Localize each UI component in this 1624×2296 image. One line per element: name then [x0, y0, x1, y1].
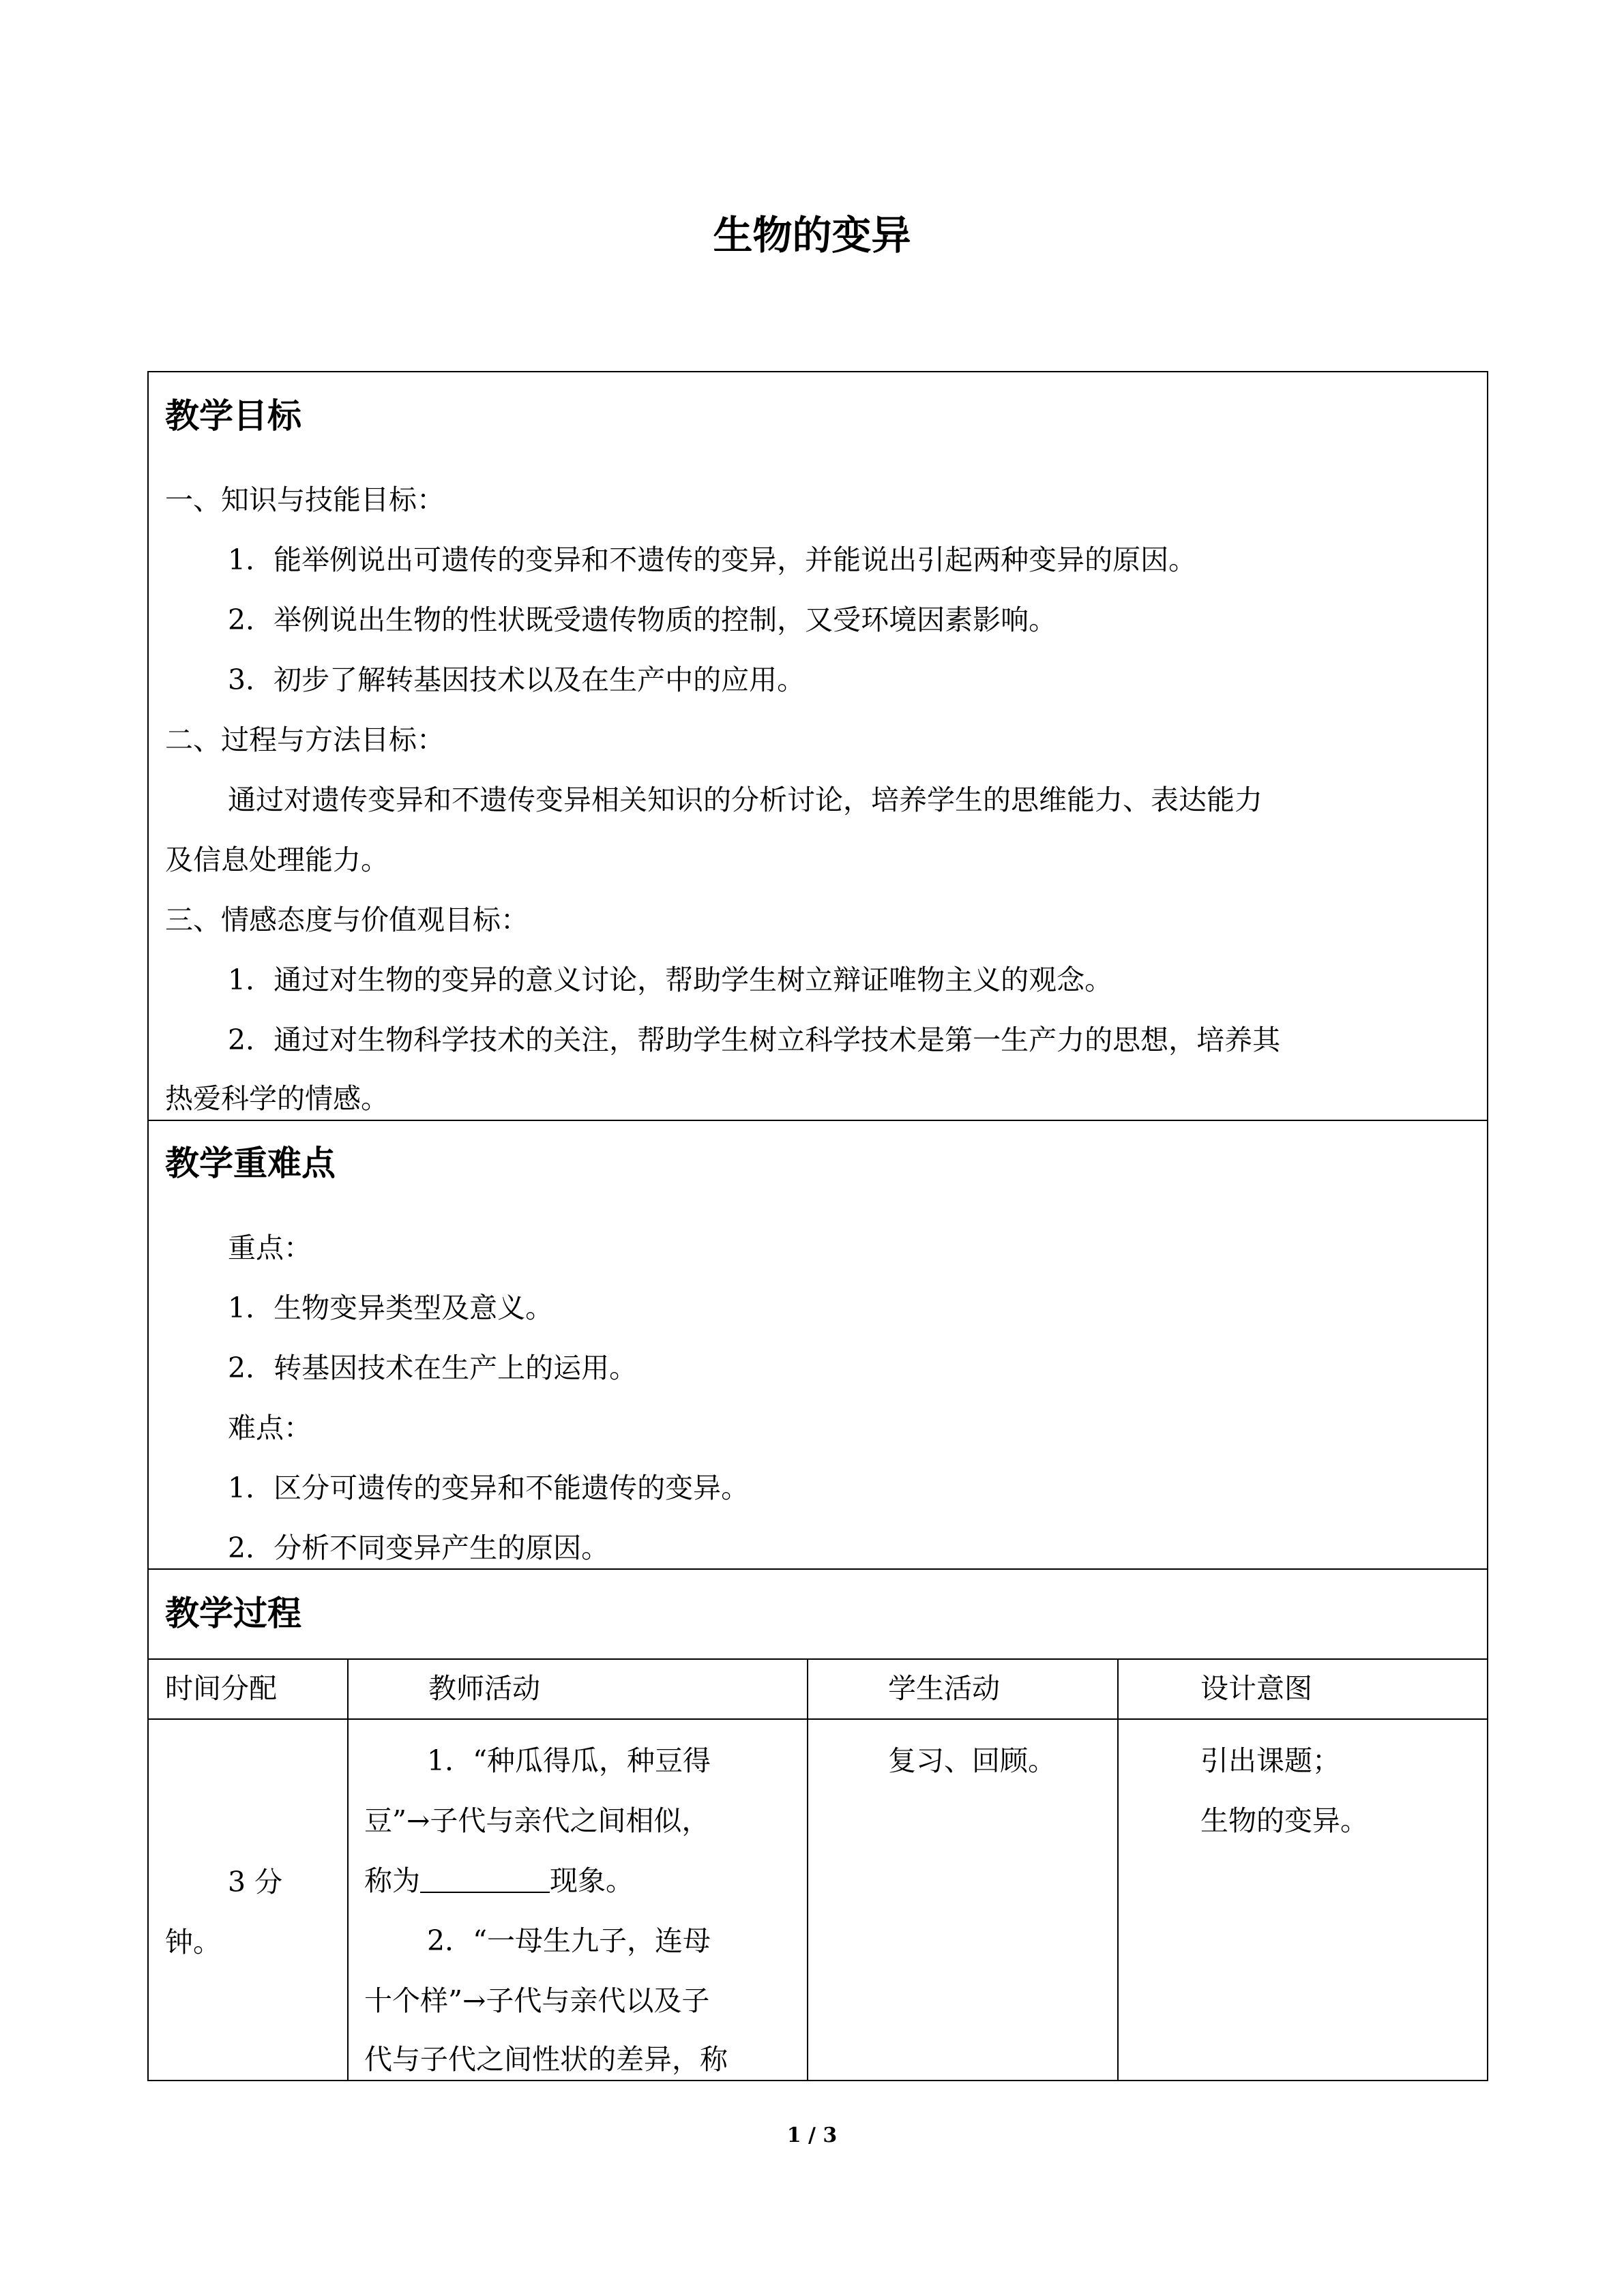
column-header-student: 学生活动 [888, 1672, 1000, 1705]
table-top-border [147, 371, 1488, 372]
objective-line: 3．初步了解转基因技术以及在生产中的应用。 [228, 664, 806, 696]
teacher-cell-line: 十个样”→子代与亲代以及子 [364, 1984, 710, 2017]
teacher-blank-suffix: 现象。 [550, 1864, 634, 1897]
keypoint-line: 1．生物变异类型及意义。 [228, 1292, 554, 1324]
objective-line: 1．能举例说出可遗传的变异和不遗传的变异，并能说出引起两种变异的原因。 [228, 543, 1197, 576]
student-cell-line: 复习、回顾。 [888, 1744, 1056, 1777]
column-header-time: 时间分配 [165, 1672, 277, 1705]
section-divider-process [147, 1568, 1488, 1570]
keypoint-line: 2．分析不同变异产生的原因。 [228, 1532, 610, 1564]
keypoint-line: 2．转基因技术在生产上的运用。 [228, 1352, 638, 1384]
objective-line: 及信息处理能力。 [165, 844, 389, 876]
fill-in-blank [420, 1866, 550, 1893]
process-heading: 教学过程 [165, 1594, 301, 1633]
column-divider-3 [1117, 1658, 1119, 2081]
teacher-cell-line: 代与子代之间性状的差异，称 [364, 2043, 728, 2076]
column-header-intent: 设计意图 [1200, 1672, 1312, 1705]
keypoint-line: 难点： [228, 1412, 312, 1444]
document-title: 生物的变异 [713, 212, 911, 258]
objective-line: 2．通过对生物科学技术的关注，帮助学生树立科学技术是第一生产力的思想，培养其 [228, 1024, 1281, 1056]
column-divider-1 [347, 1658, 349, 2081]
teacher-cell-line-blank [364, 1860, 634, 1901]
column-divider-2 [807, 1658, 808, 2081]
objective-line: 热爱科学的情感。 [165, 1082, 389, 1115]
intent-cell-line: 生物的变异。 [1200, 1804, 1368, 1837]
keypoints-heading: 教学重难点 [165, 1144, 336, 1183]
teacher-blank-prefix: 称为 [364, 1864, 420, 1897]
page-number: 1 / 3 [786, 2123, 838, 2147]
teacher-cell-line: 1．“种瓜得瓜，种豆得 [427, 1744, 711, 1777]
column-header-teacher: 教师活动 [428, 1672, 540, 1705]
objectives-heading: 教学目标 [165, 396, 301, 436]
keypoint-line: 1．区分可遗传的变异和不能遗传的变异。 [228, 1472, 750, 1504]
keypoint-line: 重点： [228, 1232, 312, 1264]
intent-cell-line: 引出课题； [1200, 1744, 1340, 1777]
teacher-cell-line: 2．“一母生九子，连母 [427, 1924, 711, 1957]
teacher-cell-line: 豆”→子代与亲代之间相似， [364, 1804, 710, 1837]
table-left-border [147, 371, 149, 2081]
objective-line: 2．举例说出生物的性状既受遗传物质的控制，又受环境因素影响。 [228, 603, 1057, 636]
table-right-border [1487, 371, 1488, 2081]
objective-line: 三、情感态度与价值观目标： [165, 904, 529, 936]
time-cell-line: 钟。 [165, 1926, 221, 1958]
section-divider-keypoints [147, 1120, 1488, 1121]
objective-line: 二、过程与方法目标： [165, 724, 445, 756]
objective-line: 通过对遗传变异和不遗传变异相关知识的分析讨论，培养学生的思维能力、表达能力 [228, 784, 1263, 816]
objective-line: 1．通过对生物的变异的意义讨论，帮助学生树立辩证唯物主义的观念。 [228, 964, 1113, 996]
time-cell-line: 3 分 [228, 1866, 283, 1898]
objective-line: 一、知识与技能目标： [165, 483, 445, 516]
